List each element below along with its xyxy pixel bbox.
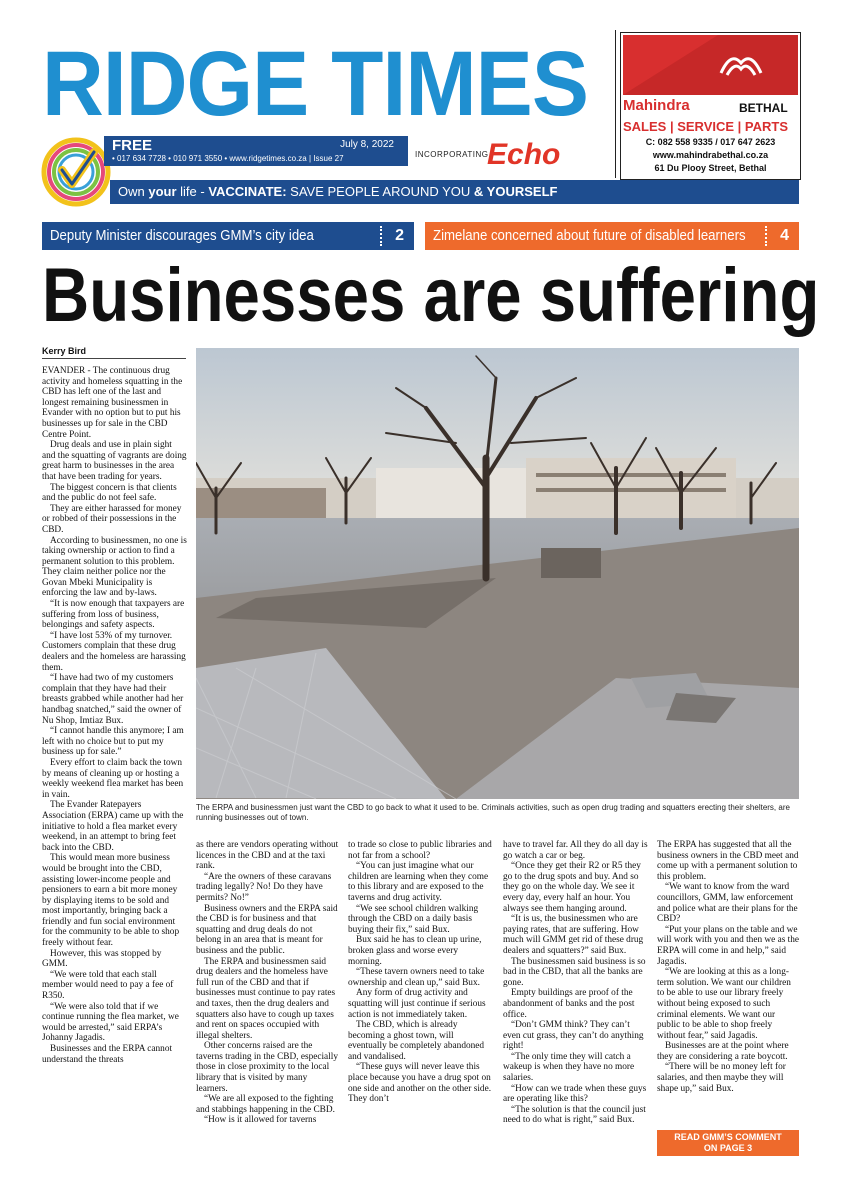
byline-rule	[42, 358, 186, 359]
article-paragraph: “The only time they will catch a wakeup is when they have no more salaries.	[503, 1051, 635, 1084]
headline: Businesses are suffering	[42, 253, 820, 338]
article-paragraph: “We see school children walking through the CBD on a daily basis buying their fix,” said Bux.	[348, 903, 479, 935]
teaser-page-number: 4	[780, 227, 789, 244]
teaser-divider	[380, 226, 382, 246]
ad-banner	[623, 35, 798, 95]
article-paragraph: Empty buildings are proof of the abandonment of banks and the post office.	[503, 988, 635, 1020]
article-column-1	[42, 366, 187, 1156]
slogan-part: life -	[176, 184, 209, 199]
article-paragraph: The CBD, which is already becoming a ghost town, will eventually be completely abandoned and vandalised.	[348, 1020, 485, 1062]
article-paragraph: “These guys will never leave this place because you have a drug spot on one side and another on the other side. They don’t	[348, 1062, 492, 1105]
article-paragraph: “How can we trade when these guys are operating like this?	[503, 1083, 647, 1105]
ad-phones: C: 082 558 9335 / 017 647 2623	[645, 137, 776, 147]
cbd-photo	[196, 348, 799, 799]
article-paragraph: Other concerns raised are the taverns trading in the CBD, especially those in close proximity to the local library that is visited by many learners.	[196, 1041, 338, 1094]
read-more-line: READ GMM’S COMMENT	[674, 1132, 782, 1142]
article-paragraph: “Are the owners of these caravans trading legally? No! Do they have permits? No!”	[196, 871, 332, 903]
teaser-page-number: 2	[395, 227, 404, 244]
article-paragraph: Businesses and the ERPA cannot understand the threats	[42, 1044, 173, 1065]
slogan-part: SAVE PEOPLE AROUND YOU	[286, 184, 474, 199]
article-paragraph: The businessmen said business is so bad in the CBD, that all the banks are gone.	[503, 956, 646, 988]
article-paragraph: “We were also told that if we continue running the flea market, we would be arrested,” said ERPA’s Johanny Jagadis.	[42, 1001, 179, 1044]
teaser-text: Zimelane concerned about future of disabled learners	[433, 227, 746, 244]
article-column-5	[657, 840, 800, 1125]
article-paragraph: “Don’t GMM think? They can’t even cut grass, they can’t do anything right!	[503, 1020, 644, 1052]
issue-date: July 8, 2022	[340, 139, 394, 150]
ad-brand: Mahindra	[623, 97, 690, 114]
article-paragraph: They are either harassed for money or robbed of their possessions in the CBD.	[42, 503, 182, 535]
read-more-line: ON PAGE 3	[703, 1143, 753, 1153]
article-paragraph: “You can just imagine what our children are learning when they come to this library and are exposed to the taverns and drug activity.	[348, 861, 489, 903]
article-paragraph: The ERPA and businessmen said drug dealers and the homeless have full run of the CBD and that if businesses must continue to pay rates and taxes, then the drug dealers and squatters also have to cough up taxes and rent on spaces occupied with illegal shelters.	[196, 956, 336, 1041]
free-label: FREE	[112, 137, 153, 154]
article-column-2	[196, 840, 339, 1158]
teaser-link[interactable]	[425, 222, 799, 250]
article-paragraph: “I have lost 53% of my turnover. Customers complain that these drug dealers and the homeless are harassing them.	[42, 630, 186, 673]
ad-services: SALES | SERVICE | PARTS	[623, 119, 788, 134]
incorporating-label: INCORPORATING	[415, 150, 489, 159]
article-paragraph: According to businessmen, no one is taking ownership or action to find a permanent solution to this problem. They claim neither police nor the Govan Mbeki Municipality is enforcing the law and by-laws.	[42, 535, 187, 599]
article-paragraph: “We were told that each stall member would need to pay a fee of R350.	[42, 969, 174, 1002]
article-paragraph: “How is it allowed for taverns	[204, 1115, 317, 1126]
article-paragraph: Business owners and the ERPA said the CBD is for business and that squatting and drug deals do not belong in an area that is meant for business and the public.	[196, 903, 338, 956]
slogan-part: your	[148, 184, 177, 199]
article-paragraph: “There will be no money left for salaries, and then maybe they will shape up,” said Bux.	[657, 1062, 786, 1094]
article-paragraph: EVANDER - The continuous drug activity and homeless squatting in the CBD has left one of the last and longest remaining businessmen in Evander with no option but to put his businesses up for sale in the CBD Centre Point.	[42, 366, 183, 440]
article-paragraph: Any form of drug activity and squatting will just continue if serious action is not immediately taken.	[348, 988, 486, 1020]
article-paragraph: “We want to know from the ward councillors, GMM, law enforcement and police what are their plans for the CBD?	[657, 882, 798, 925]
article-column-4	[503, 840, 648, 1158]
slogan-part: & YOURSELF	[473, 184, 558, 199]
article-paragraph: “These tavern owners need to take ownership and clean up,” said Bux.	[348, 967, 485, 988]
ad-website[interactable]: www.mahindrabethal.co.za	[652, 150, 769, 160]
article-paragraph: The Evander Ratepayers Association (ERPA) came up with the initiative to hold a flea market every weekend, in an attempt to bring feet back into the CBD.	[42, 800, 184, 853]
ad-address: 61 Du Plooy Street, Bethal	[654, 163, 767, 173]
article-paragraph: However, this was stopped by GMM.	[42, 948, 162, 970]
photo-caption: The ERPA and businessmen just want the CBD to go back to what it used to be. Criminals activities, such as open drug trading and squatters erecting their shelters, are running businesses out of town.	[196, 803, 790, 822]
slogan-part: VACCINATE:	[208, 184, 287, 199]
teaser-text: Deputy Minister discourages GMM’s city idea	[50, 227, 314, 244]
slogan-bar	[110, 180, 799, 204]
mahindra-advert[interactable]	[620, 32, 801, 180]
article-paragraph: The ERPA has suggested that all the business owners in the CBD meet and come up with a permanent solution to this problem.	[657, 840, 799, 882]
checkmark-ring-icon	[40, 136, 112, 208]
article-paragraph: Businesses are at the point where they are considering a rate boycott.	[657, 1041, 789, 1062]
echo-logo: Echo	[487, 138, 561, 171]
article-paragraph: to trade so close to public libraries and not far from a school?	[348, 840, 492, 861]
article-paragraph: “Put your plans on the table and we will work with you and then we as the ERPA will come in and help,” said Jagadis.	[657, 924, 800, 967]
article-paragraph: “The solution is that the council just need to do what is right,” said Bux.	[503, 1104, 646, 1126]
ad-branch: BETHAL	[739, 101, 788, 115]
read-more-link[interactable]	[657, 1130, 799, 1156]
masthead-info-bar	[104, 136, 408, 166]
contact-line: • 017 634 7728 • 010 971 3550 • www.ridgetimes.co.za | Issue 27	[112, 154, 344, 163]
article-column-3	[348, 840, 493, 1158]
teaser-divider	[765, 226, 767, 246]
byline: Kerry Bird	[42, 346, 87, 356]
article-paragraph: “It is us, the businessmen who are paying rates, that are suffering. How much will GMM get rid of these drug dealers and squatters?” said Bux.	[503, 914, 644, 956]
slogan-text	[110, 184, 557, 199]
teaser-link[interactable]	[42, 222, 414, 250]
article-paragraph: Bux said he has to clean up urine, broken glass and worse every morning.	[348, 935, 482, 967]
article-paragraph: “I have had two of my customers complain that they have had their breasts grabbed while another had her handbag snatched,” said the owner of Nu Shop, Imtiaz Bux.	[42, 673, 184, 726]
mahindra-logo-icon	[623, 35, 798, 95]
article-paragraph: Every effort to claim back the town by means of cleaning up or hosting a weekly weekend flea market has been in vain.	[42, 757, 184, 800]
article-paragraph: have to travel far. All they do all day is go watch a car or beg.	[503, 840, 648, 861]
article-paragraph: This would mean more business would be brought into the CBD, assisting lower-income people and pensioners to earn a bit more money by displaying items to be sold and most importantly, bringing back a friendly and fun social environment for the community to be able to shop freely without fear.	[42, 853, 180, 949]
article-paragraph: “I cannot handle this anymore; I am left with no choice but to put my business up for sale.”	[42, 726, 184, 758]
article-paragraph: “It is now enough that taxpayers are suffering from loss of business, belongings and safety aspects.	[42, 599, 185, 631]
article-paragraph: “We are all exposed to the fighting and stabbings happening in the CBD.	[196, 1094, 335, 1115]
masthead-divider	[615, 30, 616, 178]
slogan-part: Own	[118, 184, 149, 199]
article-paragraph: as there are vendors operating without licences in the CBD and at the taxi rank.	[196, 840, 339, 872]
masthead-title: RIDGE TIMES	[42, 33, 588, 135]
article-paragraph: “Once they get their R2 or R5 they go to the drug spots and buy. And so they go on the whole day. We see it every day, every half an hour. You always see them hanging around.	[503, 861, 641, 914]
article-paragraph: “We are looking at this as a long-term solution. We want our children to be able to use our library freely without being exposed to such criminal elements. We want our public to be able to shop freely without fear,” said Jagadis.	[657, 967, 791, 1041]
article-paragraph: The biggest concern is that clients and the public do not feel safe.	[42, 482, 177, 504]
article-paragraph: Drug deals and use in plain sight and the squatting of vagrants are doing great harm to businesses in the area that have been trading for years.	[42, 440, 187, 482]
